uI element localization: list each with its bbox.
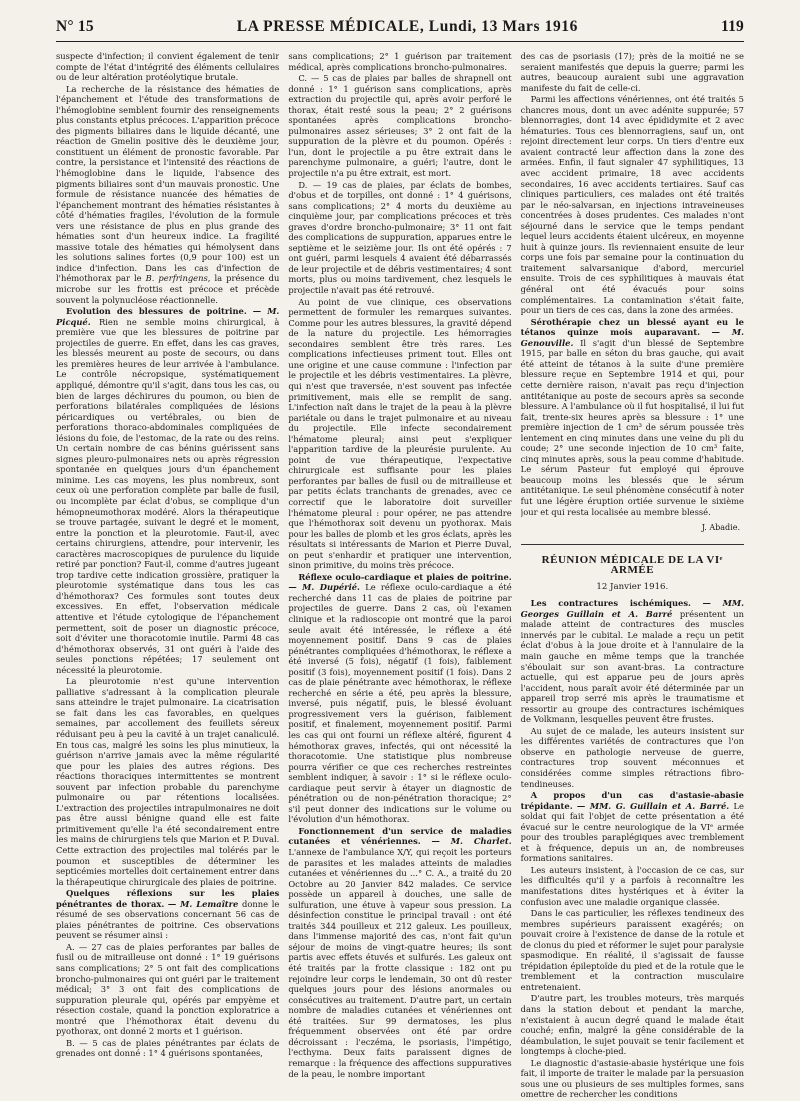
- article-paragraph: Réflexe oculo-cardiaque et plaies de poitrine. — M. Dupérié. Le réflexe oculo-cardiaque a été recherché dans 11 cas de plaies de poitrine par projectiles de guerre. Dans 2 cas, où l'examen clinique et la radioscopie ont montré que la paroi seule avait été intéressée, le réflexe a été moyennement positif. Dans 9 cas de plaies pénétrantes compliquées d'hémothorax, le réflexe a été inversé (5 fois), négatif (1 fois), faiblement positif (3 fois), moyennement positif (1 fois). Dans 2 cas de plaie pénétrante avec hémothorax, le réflexe recherché en série a été, peu après la blessure, inversé, puis négatif, puis, le blessé évoluant progressivement vers la guérison, faiblement positif, et finalement, moyennement positif. Parmi les cas qui ont fourni un réflexe altéré, figurent 4 hémothorax graves, infectés, qui ont nécessité la thoracotomie. Une statistique plus nombreuse pourra vérifier ce que ces recherches restreintes semblent indiquer, à savoir : 1° si le réflexe oculo-cardiaque peut servir à étayer un diagnostic de pénétration ou de non-pénétration thoracique; 2° s'il peut donner des indications sur le volume ou l'évolution d'un hémothorax.: [288, 571, 512, 825]
- signature: J. Abadie.: [701, 523, 740, 533]
- article-title: Evolution des blessures de poitrine.: [66, 306, 247, 317]
- article-author: — MM. G. Guillain et A. Barré.: [576, 800, 730, 811]
- article-paragraph: Evolution des blessures de poitrine. — M. Picqué. Rien ne semble moins chirurgical, à première vue que les blessures de poitrine par projectiles de guerre. En effet, dans les cas graves, les blessés meurent au poste de secours, ou dans les premières heures de leur arrivée à l'ambulance. Le contrôle nécropsique, systématiquement appliqué, démontre qu'il s'agit, dans tous les cas, ou bien de larges déchirures du poumon, ou bien de perforations bilatérales compliquées de lésions péricardiques ou vertébrales, ou bien de perforations thoraco-abdominales compliquées de lésions du foie, de l'estomac, de la rate ou des reins. Un certain nombre de cas bénins guérissent sans signes pleuro-pulmonaires nets ou après régression spontanée en quelques jours d'un épanchement minime. Les cas moyens, les plus nombreux, sont ceux où une perforation complète par balle de fusil, ou incomplète par éclat d'obus, se complique d'un hémopneumothorax modéré. Alors la thérapeutique se trouve partagée, suivant le degré et le moment, entre la ponction et la pleurotomie. Faut-il, avec certains chirurgiens, attendre, pour intervenir, les caractères macroscopiques de purulence du liquide retiré par ponction? Faut-il, comme d'autres jugeant trop tardive cette indication grossière, pratiquer la pleurotomie systématique dans tous les cas d'hémothorax? Ces formules sont toutes deux excessives. En effet, l'observation médicale attentive et l'étude cytologique de l'épanchement permettent, soit de poser un diagnostic précoce, soit d'éviter une thoracotomie inutile. Parmi 48 cas d'hémothorax observés, 31 ont guéri à l'aide des seules ponctions répétées; 17 seulement ont nécessité la pleurotomie.: [56, 306, 280, 675]
- paragraph: suspecte d'infection; il convient également de tenir compte de l'état d'intégrité des éléments cellulaires ou de leur altération protéolytique brutale.: [56, 51, 280, 83]
- paragraph: des cas de psoriasis (17); près de la moitié ne se seraient manifestés que depuis la guerre; parmi les autres, beaucoup auraient subi une aggravation manifeste du fait de celle-ci.: [520, 51, 744, 93]
- paragraph: B. — 5 cas de plaies pénétrantes par éclats de grenades ont donné : 1° 4 guérisons spontanées,: [56, 1037, 280, 1059]
- article-title: A propos d'un cas d'astasie-abasie trépidante.: [520, 790, 744, 811]
- divider: [521, 544, 744, 545]
- article-author: — M. Dupérié.: [288, 582, 360, 593]
- paragraph: Au sujet de ce malade, les auteurs insistent sur les différentes variétés de contractures que l'on observe en pathologie nerveuse de guerre, contractures trop souvent méconnues et considérées comme simples rétractions fibro-tendineuses.: [520, 725, 744, 789]
- paragraph: C. — 5 cas de plaies par balles de shrapnell ont donné : 1° 1 guérison sans complications, après extraction du projectile qui, après avoir perforé le thorax, était resté sous la peau; 2° 2 guérisons spontanées après complications broncho-pulmonaires assez sérieuses; 3° 2 ont fait de la suppuration de la plèvre et du poumon. Opérés : l'un, dont le projectile a pu être extrait dans le parenchyme pulmonaire, a guéri; l'autre, dont le projectile n'a pu être extrait, est mort.: [288, 73, 512, 179]
- paragraph: D'autre part, les troubles moteurs, très marqués dans la station debout et pendant la marche, n'existaient à aucun degré quand le malade était couché; enfin, malgré la gêne considérable de la déambulation, le sujet pouvait se tenir facilement et longtemps à cloche-pied.: [520, 993, 744, 1057]
- column-1: [56, 51, 279, 1101]
- meeting-date: 12 Janvier 1916.: [596, 581, 669, 592]
- column-2: [288, 51, 511, 1101]
- article-author: — MM. Georges Guillain et A. Barré: [520, 598, 744, 619]
- italic-term: B. perfringens: [145, 273, 208, 284]
- article-paragraph: Quelques réflexions sur les plaies pénétrantes de thorax. — M. Lemaître donne le résumé de ses observations concernant 56 cas de plaies pénétrantes de poitrine. Ces observations peuvent se résumer ainsi :: [56, 888, 280, 941]
- paragraph: Au point de vue clinique, ces observations permettent de formuler les remarques suivantes. Comme pour les autres blessures, la gravité dépend de la nature du projectile. Les hémorragies secondaires semblent être très rares. Les complications infectieuses priment tout. Elles ont une origine et une cause commune : l'infection par le projectile et les débris vestimentaires. La plèvre, qui n'est que traversée, n'est souvent pas infectée primitivement, mais elle se remplit de sang. L'infection naît dans le trajet de la peau à la plèvre pariétale ou dans le trajet pulmonaire et au niveau du projectile. Elle infecte secondairement l'hématome pleural; ainsi peut s'expliquer l'apparition tardive de la pleurésie purulente. Au point de vue thérapeutique, l'expectative chirurgicale est suffisante pour les plaies perforantes par balles de fusil ou de mitrailleuse et par petits éclats tranchants de grenades, avec ce correctif que le laboratoire doit surveiller l'hématome pleural : pour opérer, ne pas attendre que l'hémothorax soit devenu un pyothorax. Mais pour les balles de plomb et les gros éclats, après les résultats si intéressants de Marion et Pierre Duval, on peut s'enhardir et pratiquer une intervention, sinon primitive, du moins très précoce.: [288, 296, 512, 571]
- article-author: — M. Picqué.: [56, 306, 280, 327]
- article-author: — M. Genouville.: [520, 327, 744, 348]
- article-title: Sérothérapie chez un blessé ayant eu le tétanos quinze mois auparavant.: [520, 316, 744, 338]
- article-paragraph: Les contractures ischémiques. — MM. Georges Guillain et A. Barré présentent un malade atteint de contractures des muscles innervés par le cubital. Le malade a reçu un petit éclat d'obus à la joue droite et à l'annulaire de la main gauche en même temps que la tranchée s'éboulait sur son avant-bras. La contracture actuelle, qui est apparue peu de jours après l'accident, nous paraît avoir été déterminée par un appareil trop serré mis après le traumatisme et ressortir au groupe des contractures ischémiques de Volkmann, lesquelles peuvent être frustes.: [520, 598, 744, 725]
- issue-number: N° 15: [56, 18, 94, 35]
- article-paragraph: A propos d'un cas d'astasie-abasie trépidante. — MM. G. Guillain et A. Barré. Le soldat qui fait l'objet de cette présentation a été évacué sur le centre neurologique de la VIᵉ armée pour des troubles paraplégiques avec tremblement et à fréquence, depuis un an, de nombreuses formations sanitaires.: [520, 790, 744, 864]
- paragraph: La pleurotomie n'est qu'une intervention palliative s'adressant à la complication pleurale sans atteindre le trajet pulmonaire. La cicatrisation se fait dans les cas favorables, en quelques semaines, par accollement des feuillets séreux réduisant peu à peu la cavité à un trajet canaliculé. En tous cas, malgré les soins les plus minutieux, la guérison n'arrive jamais avec la même régularité que pour les plaies des autres régions. Des réactions thoraciques intermittentes se montrent souvent par infection probable du parenchyme pulmonaire ou par rétentions localisées. L'extraction des projectiles intrapulmonaires ne doit pas être aussi bénigne quand elle est faite primitivement qu'elle l'a été secondairement entre les mains de chirurgiens tels que Marion et P. Duval. Cette extraction des projectiles mal tolérés par le poumon et susceptibles de déterminer les septicémies mortelles doit certainement entrer dans la thérapeutique chirurgicale des plaies de poitrine.: [56, 676, 280, 887]
- section-title: RÉUNION MÉDICALE DE LA VIᵉ ARMÉE: [541, 553, 723, 577]
- article-paragraph: Sérothérapie chez un blessé ayant eu le tétanos quinze mois auparavant. — M. Genouville. Il s'agit d'un blessé de Septembre 1915, par balle en séton du bras gauche, qui avait été atteint de tétanos à la suite d'une première blessure reçue en Septembre 1914 et qui, pour cette dernière raison, n'avait pas reçu d'injection antitétanique au poste de secours après sa seconde blessure. A l'ambulance où il fut hospitalisé, il lui fut fait, trente-six heures après sa blessure : 1° une première injection de 1 cm³ de sérum poussée très lentement en cinq minutes dans une veine du pli du coude; 2° une seconde injection de 10 cm³ faite, cinq minutes après, sous la peau comme d'habitude. Le sérum Pasteur fut employé qui éprouve beaucoup moins les blessés que le sérum antitétanique. Le seul phénomène consécutif à noter fut une légère éruption ortiée survenue le sixième jour et qui resta localisée au membre blessé.: [520, 316, 744, 517]
- article-title: Fonctionnement d'un service de maladies cutanées et vénériennes.: [288, 825, 512, 847]
- page-number: 119: [721, 18, 744, 35]
- article-title: Réflexe oculo-cardiaque et plaies de poitrine.: [298, 571, 512, 582]
- paragraph: sans complications; 2° 1 guérison par traitement médical, après complications broncho-pulmonaires.: [288, 51, 512, 72]
- article-title: Les contractures ischémiques.: [530, 598, 691, 609]
- paragraph: La recherche de la résistance des hématies de l'épanchement et l'étude des transformations de l'hémoglobine semblent fournir des renseignements plus constants etplus précoces. L'apparition précoce des pigments biliaires dans le liquide décanté, une réaction de Gmelin positive dès le deuxième jour, constituent un élément de pronostic favorable. Par contre, la persistance et l'intensité des réactions de l'hémoglobine dans le liquide, l'absence des pigments biliaires sont d'un mauvais pronostic. Une formule de résistance nuancée des hématies de l'épanchement montrant des hématies résistantes à côté d'hématies fragiles, l'évolution de la formule vers une résistance de plus en plus grande des hématies sont d'un heureux indice. La fragilité massive totale des hématies qui hémolysent dans les solutions salines fortes (0,9 pour 100) est un indice d'infection. Dans les cas d'infection de l'hémothorax par le B. perfringens, la présence du microbe sur les frottis est précoce et précède souvent la polynucléose réactionnelle.: [56, 83, 280, 305]
- paragraph: Les auteurs insistent, à l'occasion de ce cas, sur les difficultés qu'il y a parfois à reconnaître les manifestations dites hystériques et à éviter la confusion avec une maladie organique classée.: [520, 864, 744, 907]
- article-title: Quelques réflexions sur les plaies pénétrantes de thorax.: [56, 888, 280, 909]
- paragraph: A. — 27 cas de plaies perforantes par balles de fusil ou de mitrailleuse ont donné : 1° 19 guérisons sans complications; 2° 5 ont fait des complications broncho-pulmonaires qui ont guéri par le traitement médical; 3° 3 ont fait des complications de suppuration pleurale qui, opérés par empyème et résection costale, quand la ponction exploratrice a montré que l'hémothorax était devenu du pyothorax, ont donné 2 morts et 1 guérison.: [56, 941, 280, 1037]
- article-author: — M. Lemaître: [167, 898, 239, 909]
- paragraph: Dans le cas particulier, les réflexes tendineux des membres supérieurs paraissent exagérés; on pouvait croire à l'existence de danse de la rotule et de clonus du pied et réformer le sujet pour paralysie spasmodique. En réalité, il s'agissait de fausse trépidation épileptoïde du pied et de la rotule que le tremblement et la contraction musculaire entretenaient.: [520, 908, 744, 992]
- column-3: [521, 51, 744, 1101]
- text-columns: [56, 51, 744, 1101]
- paragraph: Parmi les affections vénériennes, ont été traités 5 chancres mous, dont un avec adénite suppurée; 57 blennorragies, dont 14 avec épididymite et 2 avec hématuries. Tous ces blennorragiens, sauf un, ont rejoint directement leur corps. Un tiers d'entre eux avaient contracté leur affection dans la zone des armées. Enfin, il faut signaler 47 syphilitiques, 13 avec accident primaire, 18 avec accidents secondaires, 16 avec accidents tertiaires. Sauf cas cliniques particuliers, ces malades ont été traités par le néo-salvarsan, en injections intraveineuses concentrées à doses prudentes. Ces malades n'ont séjourné dans le service que le temps pendant lequel leurs accidents étaient ulcéreux, en moyenne huit à quinze jours. Ils reviennaient ensuite de leur corps une fois par semaine pour la continuation du traitement salvarsanique d'abord, mercuriel ensuite. Trois de ces syphilitiques à mauvais état général ont été évacués pour soins complémentaires. La contamination s'était faite, pour un tiers de ces cas, dans la zone des armées.: [520, 94, 744, 316]
- paragraph: D. — 19 cas de plaies, par éclats de bombes, d'obus et de torpilles, ont donné : 1° 4 guérisons, sans complications; 2° 4 morts du deuxième au cinquième jour, par complications précoces et très graves d'ordre broncho-pulmonaire; 3° 11 ont fait des complications de suppuration, apparues entre le septième et le seizième jour. Ils ont été opérés : 7 ont guéri, parmi lesquels 4 avaient été débarrassés de leur projectile et de débris vestimentaires; 4 sont morts, plus ou moins tardivement, chez lesquels le projectile n'avait pas été retrouvé.: [288, 179, 512, 296]
- journal-title: LA PRESSE MÉDICALE, Lundi, 13 Mars 1916: [236, 18, 578, 35]
- article-paragraph: Fonctionnement d'un service de maladies cutanées et vénériennes. — M. Charlet. L'annexe de l'ambulance X/Y, qui reçoit les porteurs de parasites et les malades atteints de maladies cutanées et vénériennes du ...° C. A., a traité du 20 Octobre au 20 Janvier 842 malades. Ce service possède un appareil à douches, une salle de sulfuration, une étuve à vapeur sous pression. La désinfection constitue le principal travail : ont été traités 344 pouilleux et 212 galeux. Les pouilleux, dans l'immense majorité des cas, n'ont fait qu'un séjour de moins de vingt-quatre heures; ils sont partis avec effets étuvés et sulfurés. Les galeux ont été traités par la frotte classique : 182 ont pu rejoindre leur corps le lendemain, 30 ont dû rester quelques jours pour des lésions anormales ou consécutives au traitement. D'autre part, un certain nombre de maladies cutanées et vénériennes ont été traitées. Sur 99 dermatoses, les plus fréquemment observées ont été par ordre décroissant : l'eczéma, le psoriasis, l'impétigo, l'ecthyma. Deux faits paraissent dignes de remarque : la fréquence des affections suppuratives de la peau, le nombre important: [288, 825, 512, 1079]
- article-author: — M. Charlet.: [431, 836, 512, 847]
- page-header: [56, 18, 744, 42]
- paragraph: Le diagnostic d'astasie-abasie hystérique une fois fait, il importe de traiter le malade par la persuasion sous une ou plusieurs de ses multiples formes, sans omettre de rechercher les conditions: [520, 1057, 744, 1100]
